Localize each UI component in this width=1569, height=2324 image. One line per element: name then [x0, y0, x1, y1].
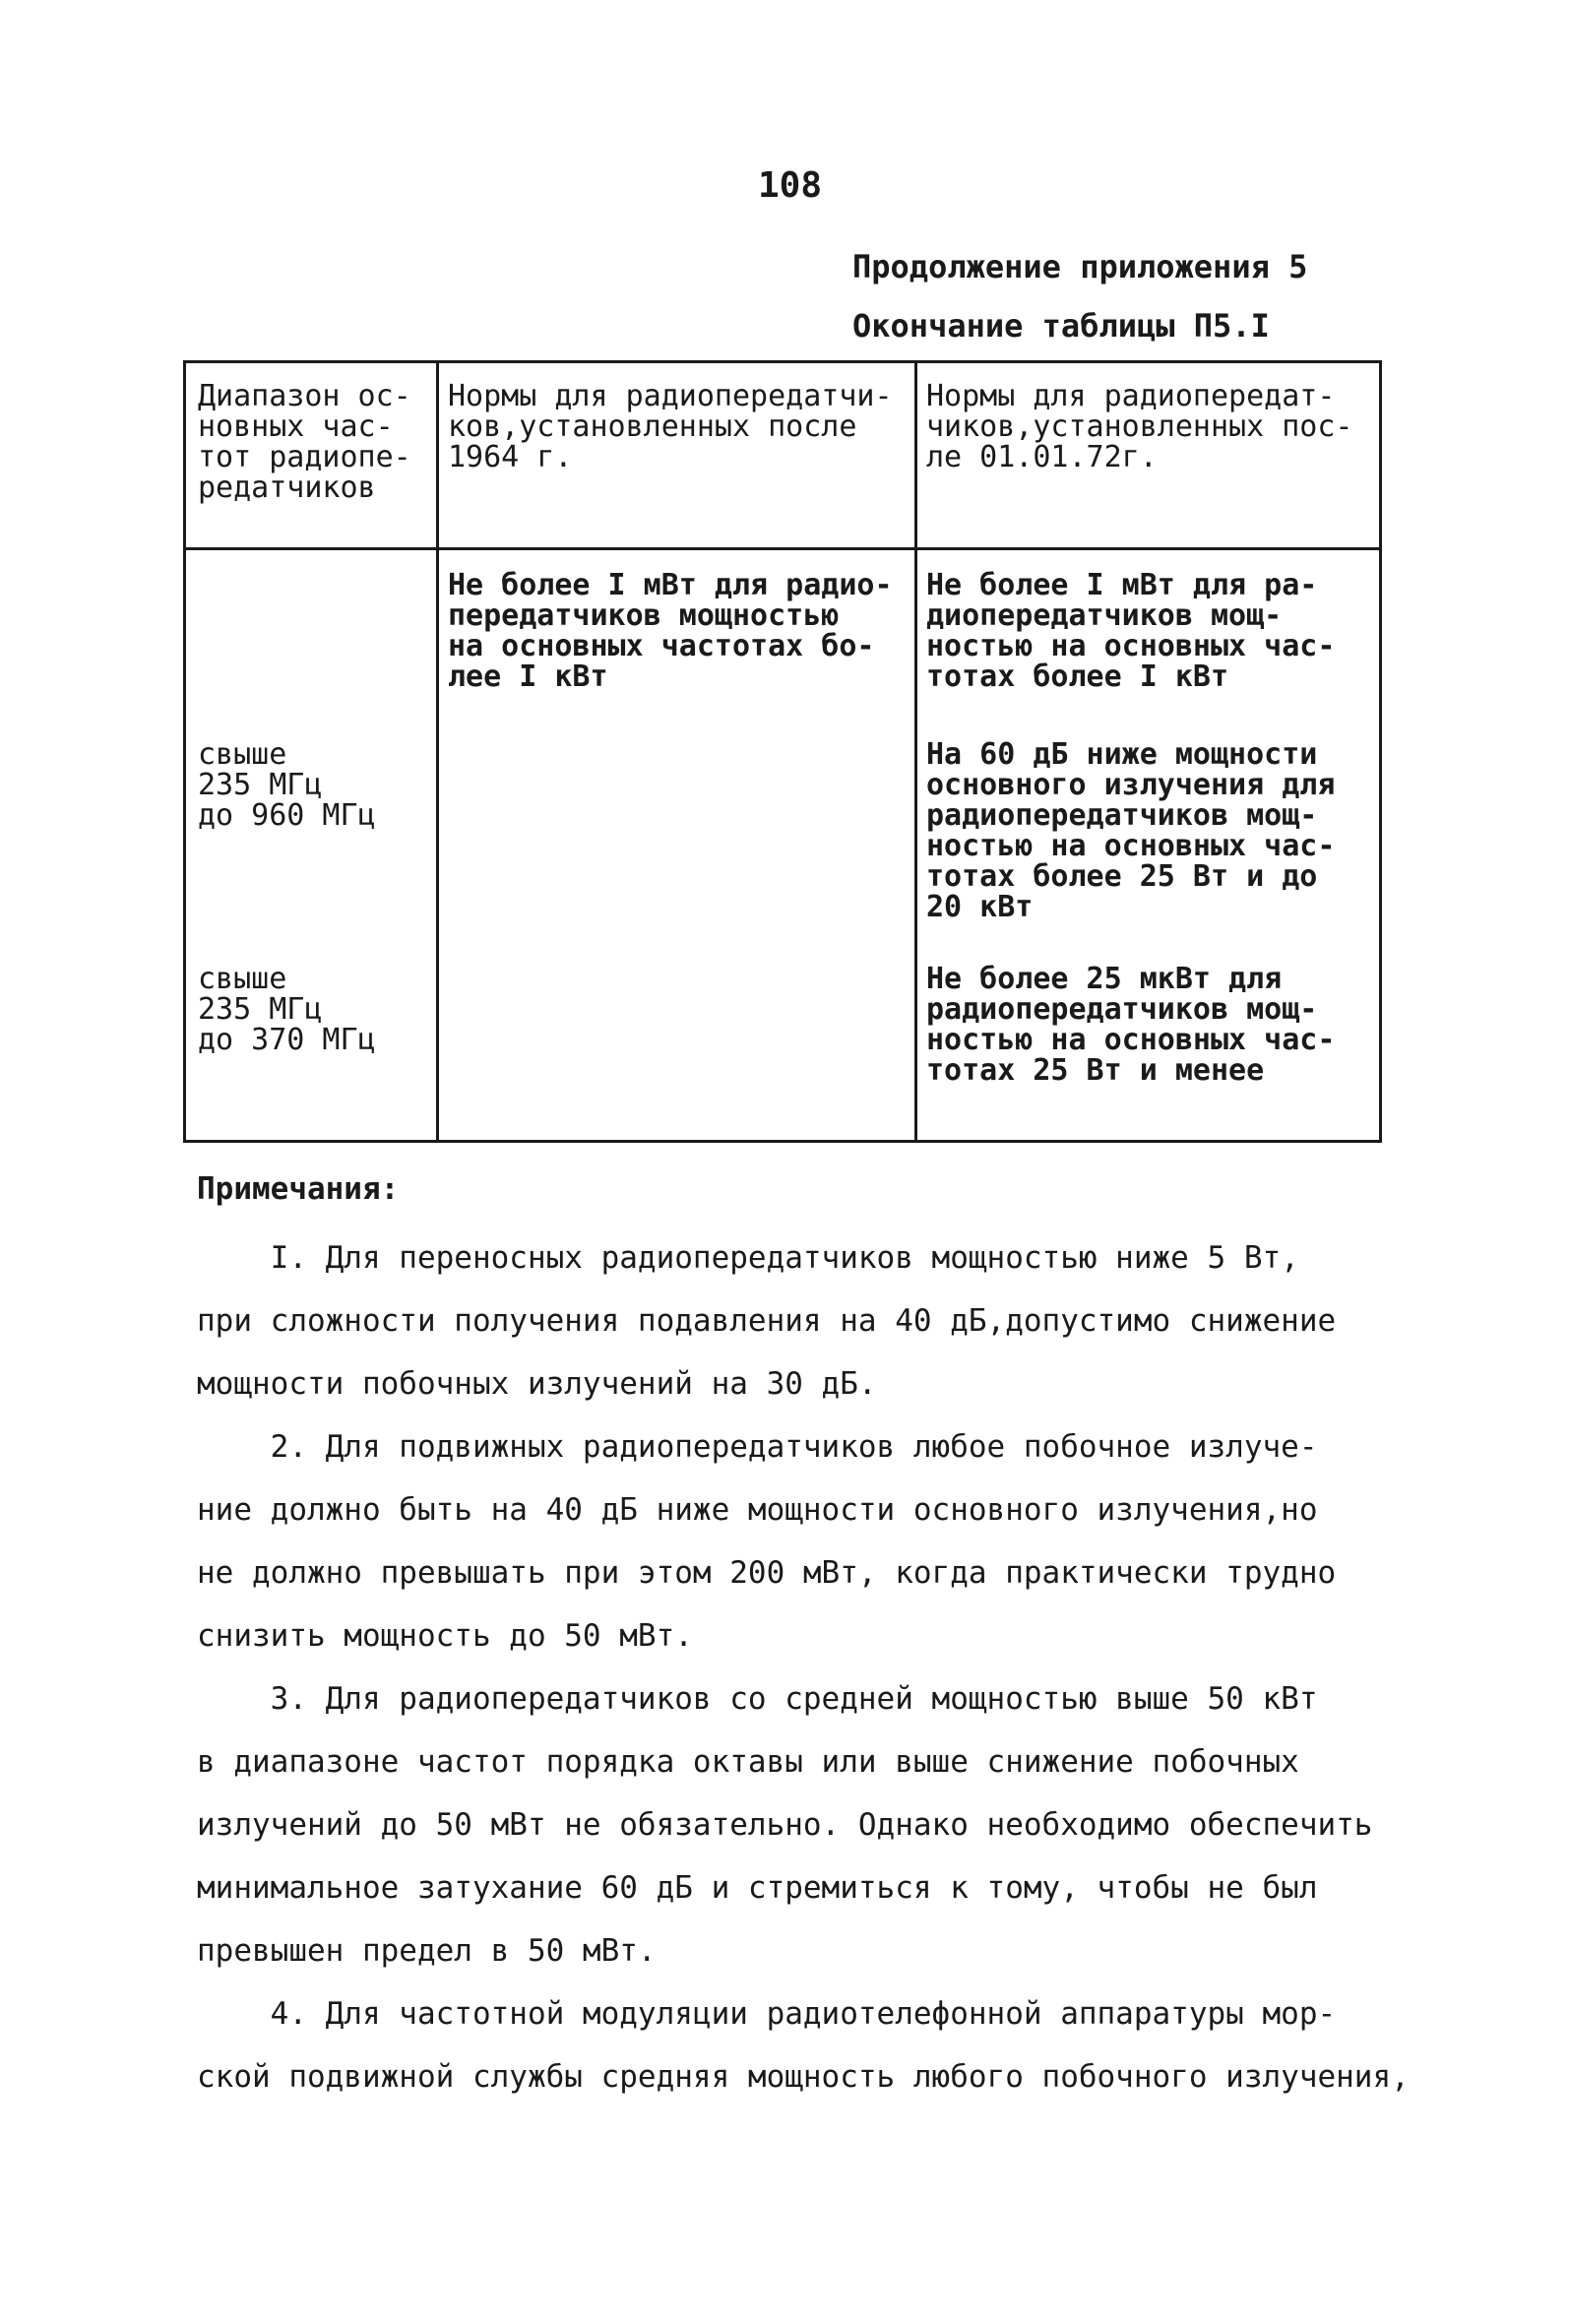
table-caption: Окончание таблицы П5.I — [852, 307, 1270, 345]
header-cell-norms-1972: Нормы для радиопередат- чиков,установленных пос- ле 01.01.72г. — [926, 379, 1353, 474]
table-cell-norm-1972: Не более 25 мкВт для радиопередатчиков мощ- ностью на основных час- тотах 25 Вт и менее — [926, 962, 1336, 1088]
page-number: 108 — [758, 165, 823, 206]
note-item: 4. Для частотной модуляции радиотелефонной аппаратуры мор- ской подвижной службы средняя мощность любого побочного излучения, — [197, 1996, 1410, 2095]
table-cell-norm-1972: На 60 дБ ниже мощности основного излучения для радиопередатчиков мощ- ностью на основных час- тотах более 25 Вт и до 20 кВт — [926, 737, 1336, 924]
table-column-divider — [436, 363, 439, 1140]
note-item: 3. Для радиопередатчиков со средней мощностью выше 50 кВт в диапазоне частот порядка октавы или выше снижение побочных излучений до 50 мВт не обязательно. Однако необходимо обеспечить минимальное затухание 60 дБ и стремиться к тому, чтобы не был превышен предел в 50 мВт. — [197, 1681, 1373, 1969]
header-cell-frequency-range: Диапазон ос- новных час- тот радиопе- редатчиков — [198, 379, 411, 505]
table-cell-frequency-range: свыше 235 МГц до 960 МГц — [198, 737, 376, 833]
notes-title: Примечания: — [197, 1171, 400, 1207]
table-cell-frequency-range: свыше 235 МГц до 370 МГц — [198, 962, 376, 1057]
table-cell-norm-1964: Не более I мВт для радио- передатчиков мощностью на основных частотах бо- лее I кВт — [448, 568, 893, 694]
table-cell-norm-1972: Не более I мВт для ра- диопередатчиков мощ- ностью на основных час- тотах более I кВт — [926, 568, 1336, 694]
note-item: 2. Для подвижных радиопередатчиков любое побочное излуче- ние должно быть на 40 дБ ниже мощности основного излучения,но не должно превышать при этом 200 мВт, когда практически трудно снизить мощность до 50 мВт. — [197, 1429, 1337, 1654]
table-column-divider — [914, 363, 917, 1140]
note-item: I. Для переносных радиопередатчиков мощностью ниже 5 Вт, при сложности получения подавления на 40 дБ,допустимо снижение мощности побочных излучений на 30 дБ. — [197, 1240, 1337, 1402]
table-header-divider — [186, 547, 1379, 550]
norms-table — [183, 360, 1382, 1143]
header-cell-norms-1964: Нормы для радиопередатчи- ков,установленных после 1964 г. — [448, 379, 893, 474]
appendix-continuation-label: Продолжение приложения 5 — [852, 248, 1308, 285]
